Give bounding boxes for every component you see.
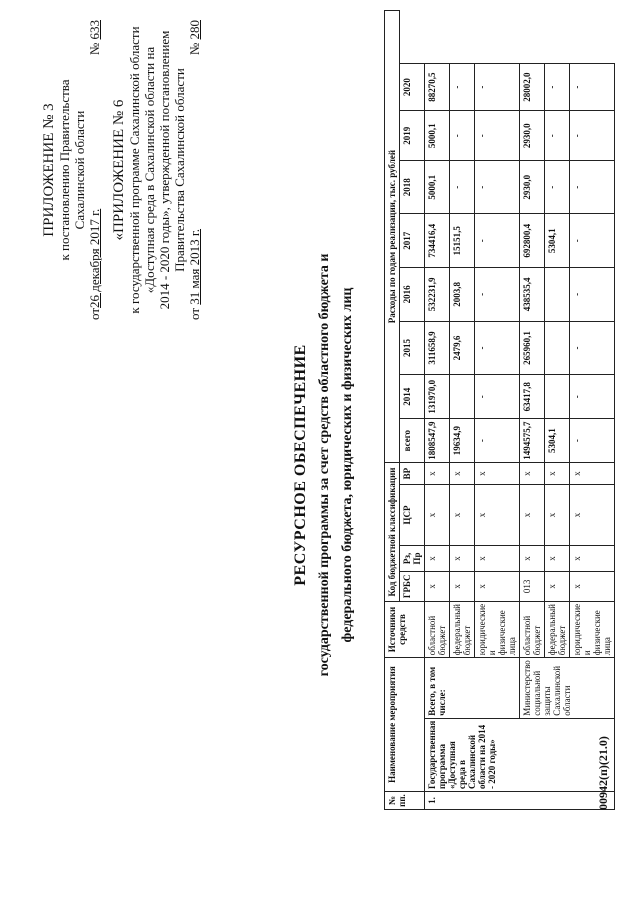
vr-cell: x (520, 463, 545, 485)
grbs-cell: x (475, 571, 520, 601)
y2015-cell: - (475, 321, 520, 375)
col-num-header: № пп. (385, 792, 425, 810)
csr-cell: x (450, 485, 475, 546)
appendix-6-num-label: № (187, 42, 202, 56)
document-heading (292, 125, 356, 805)
col-2016-header: 2016 (400, 268, 425, 322)
y2019-cell: - (570, 111, 615, 161)
rzpr-cell: x (570, 546, 615, 572)
source-cell: юридические и физические лица (570, 601, 615, 657)
csr-cell: x (520, 485, 545, 546)
grbs-cell: x (570, 571, 615, 601)
row-number: 1. (425, 792, 615, 810)
col-csr-header: ЦСР (400, 485, 425, 546)
total-cell: 1494575,7 (520, 419, 545, 463)
appendix-3-title: ПРИЛОЖЕНИЕ № 3 (41, 103, 57, 237)
appendix-6-date: 31 мая 2013 г. (187, 228, 202, 305)
csr-cell: x (545, 485, 570, 546)
y2018-cell: - (475, 161, 520, 214)
csr-cell: x (425, 485, 450, 546)
rzpr-cell: x (425, 546, 450, 572)
grbs-cell: x (545, 571, 570, 601)
appendix-3-date-prefix: от (87, 307, 102, 320)
vr-cell: x (545, 463, 570, 485)
appendix-6-line2: «Доступная среда в Сахалинской области на (142, 46, 157, 294)
appendix-6-date-row (187, 20, 202, 320)
col-total-header: всего (400, 419, 425, 463)
y2014-cell: - (475, 375, 520, 419)
rzpr-cell: x (520, 546, 545, 572)
vr-cell: x (425, 463, 450, 485)
y2015-cell: 265960,1 (520, 321, 545, 375)
y2018-cell: 2930,0 (520, 161, 545, 214)
rzpr-cell: x (475, 546, 520, 572)
vr-cell: x (450, 463, 475, 485)
appendix-6-title: «ПРИЛОЖЕНИЕ № 6 (111, 99, 127, 241)
appendix-3-line1: к постановлению Правительства (57, 79, 72, 261)
y2014-cell: 63417,8 (520, 375, 545, 419)
y2016-cell (545, 268, 570, 322)
table-row (425, 11, 450, 810)
y2016-cell: - (475, 268, 520, 322)
appendix-6-line4: Правительства Сахалинской области (172, 68, 187, 272)
y2014-cell: 131970,0 (425, 375, 450, 419)
vr-cell: x (475, 463, 520, 485)
y2020-cell: 88270,5 (425, 63, 450, 111)
total-cell: - (475, 419, 520, 463)
y2020-cell: - (545, 63, 570, 111)
y2020-cell: - (475, 63, 520, 111)
y2014-cell: - (570, 375, 615, 419)
total-cell: - (570, 419, 615, 463)
table-header-row-1 (385, 11, 400, 810)
y2019-cell: 2930,0 (520, 111, 545, 161)
y2015-cell: 311658,9 (425, 321, 450, 375)
col-grbs-header: ГРБС (400, 571, 425, 601)
y2017-cell: - (475, 214, 520, 268)
y2019-cell: - (545, 111, 570, 161)
y2019-cell: - (450, 111, 475, 161)
col-name-header: Наименование мероприятия (385, 658, 425, 792)
y2017-cell: 734416,4 (425, 214, 450, 268)
y2016-cell: - (570, 268, 615, 322)
y2020-cell: 28002,0 (520, 63, 545, 111)
ministry-group: Министерство социальной защиты Сахалинской области (520, 658, 615, 719)
col-2015-header: 2015 (400, 321, 425, 375)
source-cell: юридические и физические лица (475, 601, 520, 657)
appendix-3-date: 26 декабря 2017 г. (87, 208, 102, 308)
grbs-cell: x (450, 571, 475, 601)
appendix-3-block (42, 20, 202, 320)
appendix-6-date-prefix: от (187, 307, 202, 320)
grbs-cell: 013 (520, 571, 545, 601)
col-sources-header: Источники средств (385, 601, 425, 657)
y2018-cell: - (450, 161, 475, 214)
source-cell: областной бюджет (520, 601, 545, 657)
y2014-cell (450, 375, 475, 419)
y2014-cell (545, 375, 570, 419)
vr-cell: x (570, 463, 615, 485)
csr-cell: x (570, 485, 615, 546)
col-2019-header: 2019 (400, 111, 425, 161)
appendix-6-line1: к государственной программе Сахалинской области (127, 26, 142, 314)
y2018-cell: 5000,1 (425, 161, 450, 214)
program-name: Государственная программа «Доступная среда в Сахалинской области на 2014 - 2020 годы» (425, 718, 615, 791)
y2016-cell: 532231,9 (425, 268, 450, 322)
total-cell: 1808547,9 (425, 419, 450, 463)
source-cell: областной бюджет (425, 601, 450, 657)
col-2017-header: 2017 (400, 214, 425, 268)
col-2018-header: 2018 (400, 161, 425, 214)
col-rzpr-header: Рз, Пр (400, 546, 425, 572)
rzpr-cell: x (450, 546, 475, 572)
col-expenses-header: Расходы по годам реализации, тыс. рублей (385, 11, 400, 463)
rzpr-cell: x (545, 546, 570, 572)
y2015-cell: - (570, 321, 615, 375)
appendix-6-number: 280 (187, 20, 202, 40)
appendix-3-line2: Сахалинской области (72, 110, 87, 230)
y2020-cell: - (570, 63, 615, 111)
total-cell: 5304,1 (545, 419, 570, 463)
heading-sub1: государственной программы за счет средств областного бюджета и (317, 253, 332, 677)
total-cell: 19634,9 (450, 419, 475, 463)
appendix-3-number: 633 (87, 20, 102, 40)
y2017-cell: - (570, 214, 615, 268)
col-vr-header: ВР (400, 463, 425, 485)
y2020-cell: - (450, 63, 475, 111)
y2017-cell: 15151,5 (450, 214, 475, 268)
y2017-cell: 692800,4 (520, 214, 545, 268)
group-total: Всего, в том числе: (425, 658, 520, 719)
y2017-cell: 5304,1 (545, 214, 570, 268)
appendix-6-line3: 2014 - 2020 годы», утвержденной постановлением (157, 30, 172, 310)
col-budget-code-header: Код бюджетной классификации (385, 463, 400, 602)
appendix-3-date-row (87, 20, 102, 320)
y2016-cell: 2003,8 (450, 268, 475, 322)
col-2014-header: 2014 (400, 375, 425, 419)
col-2020-header: 2020 (400, 63, 425, 111)
y2019-cell: 5000,1 (425, 111, 450, 161)
grbs-cell: x (425, 571, 450, 601)
appendix-3-num-label: № (87, 42, 102, 56)
heading-sub2: федерального бюджета, юридических и физических лиц (340, 287, 355, 643)
source-cell: федеральный бюджет (545, 601, 570, 657)
y2015-cell: 2479,6 (450, 321, 475, 375)
y2018-cell: - (570, 161, 615, 214)
footer-code: 00942(п)(21.0) (596, 736, 610, 810)
table-row (520, 11, 545, 810)
y2016-cell: 438535,4 (520, 268, 545, 322)
y2015-cell (545, 321, 570, 375)
csr-cell: x (475, 485, 520, 546)
y2018-cell: - (545, 161, 570, 214)
source-cell: федеральный бюджет (450, 601, 475, 657)
y2019-cell: - (475, 111, 520, 161)
resource-table (384, 10, 615, 810)
heading-main: РЕСУРСНОЕ ОБЕСПЕЧЕНИЕ (292, 344, 309, 586)
